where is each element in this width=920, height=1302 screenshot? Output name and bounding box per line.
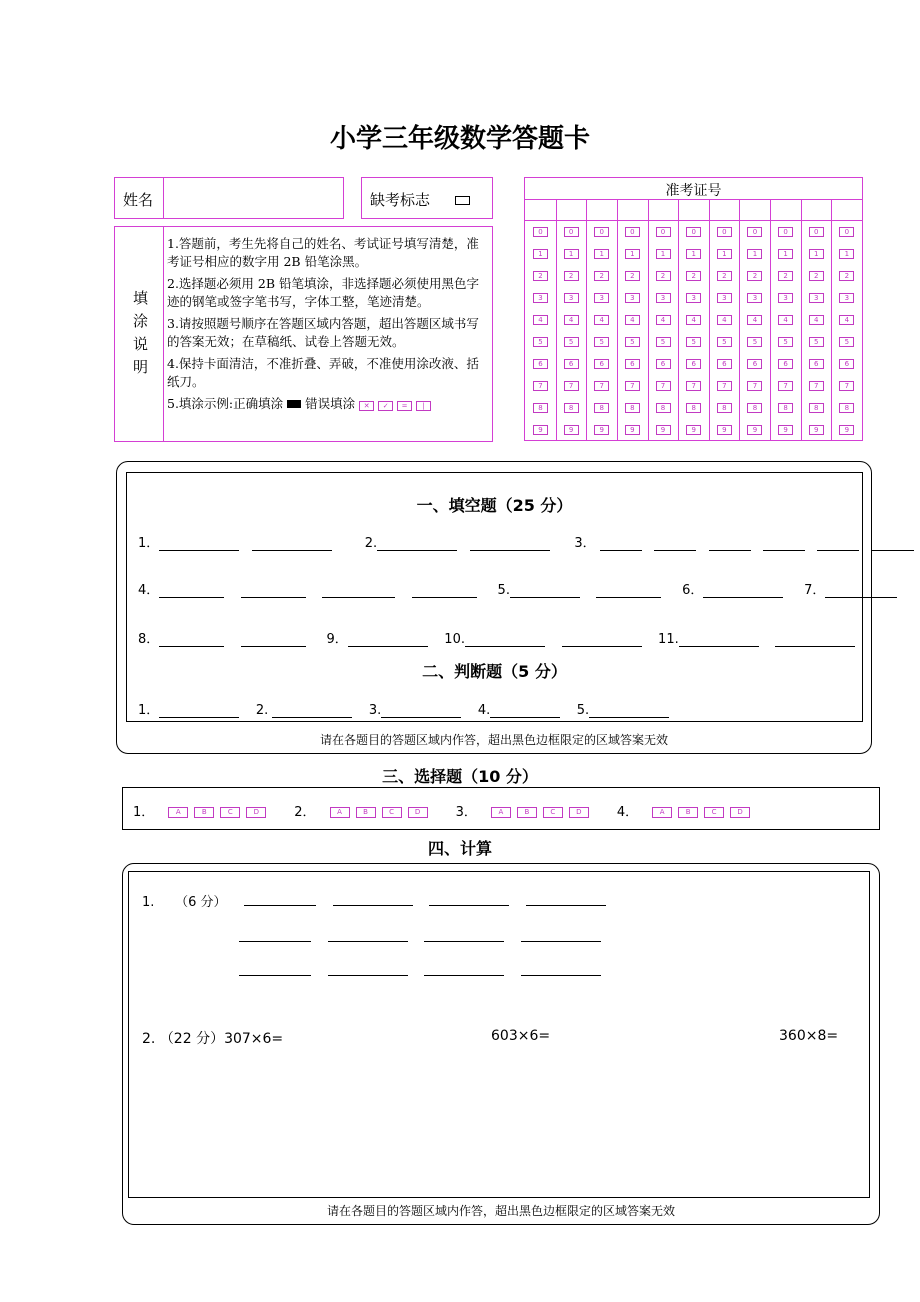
- id-digit-bubble[interactable]: 1: [686, 249, 701, 259]
- id-digit-bubble[interactable]: 0: [747, 227, 762, 237]
- id-digit-bubble[interactable]: 1: [656, 249, 671, 259]
- id-digit-bubble[interactable]: 1: [564, 249, 579, 259]
- id-digit-bubble[interactable]: 3: [778, 293, 793, 303]
- id-digit-bubble[interactable]: 7: [778, 381, 793, 391]
- id-digit-bubble[interactable]: 9: [656, 425, 671, 435]
- id-digit-bubble[interactable]: 5: [594, 337, 609, 347]
- choice-number: 3．: [455, 805, 477, 820]
- id-digit-bubble[interactable]: 4: [839, 315, 854, 325]
- judge-title: 二、判断题（5 分）: [422, 662, 567, 681]
- wrong-fill-line-icon: =: [397, 401, 412, 411]
- choice-option-bubble[interactable]: C: [704, 807, 724, 818]
- choice-option-bubble[interactable]: B: [194, 807, 214, 818]
- id-digit-bubble[interactable]: 9: [839, 425, 854, 435]
- id-digit-bubble[interactable]: 6: [839, 359, 854, 369]
- name-box[interactable]: [114, 177, 344, 219]
- id-digit-bubble[interactable]: 7: [809, 381, 824, 391]
- wrong-fill-x-icon: ✕: [359, 401, 374, 411]
- name-label: 姓名: [123, 191, 154, 209]
- id-digit-bubble[interactable]: 5: [747, 337, 762, 347]
- choice-option-bubble[interactable]: A: [652, 807, 672, 818]
- id-digit-bubble[interactable]: 7: [717, 381, 732, 391]
- id-digit-bubble[interactable]: 6: [809, 359, 824, 369]
- choice-option-bubble[interactable]: B: [678, 807, 698, 818]
- choice-section[interactable]: [122, 787, 880, 830]
- id-digit-bubble[interactable]: 8: [717, 403, 732, 413]
- absent-checkbox[interactable]: [455, 196, 470, 205]
- id-digit-bubble[interactable]: 1: [839, 249, 854, 259]
- id-digit-bubble[interactable]: 1: [717, 249, 732, 259]
- id-digit-bubble[interactable]: 3: [839, 293, 854, 303]
- id-digit-bubble[interactable]: 6: [594, 359, 609, 369]
- id-digit-bubble[interactable]: 5: [839, 337, 854, 347]
- id-digit-bubble[interactable]: 6: [625, 359, 640, 369]
- choice-option-bubble[interactable]: B: [517, 807, 537, 818]
- id-digit-bubble[interactable]: 9: [809, 425, 824, 435]
- exam-id-grid[interactable]: [524, 177, 863, 441]
- wrong-fill-check-icon: ✓: [378, 401, 393, 411]
- id-digit-bubble[interactable]: 8: [625, 403, 640, 413]
- page-title: 小学三年级数学答题卡: [329, 124, 590, 154]
- id-digit-bubble[interactable]: 8: [533, 403, 548, 413]
- id-digit-bubble[interactable]: 7: [625, 381, 640, 391]
- id-digit-bubble[interactable]: 5: [564, 337, 579, 347]
- id-digit-bubble[interactable]: 1: [747, 249, 762, 259]
- choice-option-bubble[interactable]: D: [246, 807, 266, 818]
- id-digit-bubble[interactable]: 6: [778, 359, 793, 369]
- id-digit-bubble[interactable]: 6: [686, 359, 701, 369]
- id-digit-bubble[interactable]: 3: [564, 293, 579, 303]
- id-digit-bubble[interactable]: 0: [533, 227, 548, 237]
- choice-option-bubble[interactable]: D: [569, 807, 589, 818]
- id-digit-bubble[interactable]: 7: [839, 381, 854, 391]
- id-digit-bubble[interactable]: 2: [747, 271, 762, 281]
- id-digit-bubble[interactable]: 0: [625, 227, 640, 237]
- id-digit-bubble[interactable]: 6: [656, 359, 671, 369]
- id-digit-bubble[interactable]: 3: [717, 293, 732, 303]
- id-digit-bubble[interactable]: 1: [594, 249, 609, 259]
- id-digit-bubble[interactable]: 4: [625, 315, 640, 325]
- id-digit-bubble[interactable]: 2: [686, 271, 701, 281]
- id-digit-bubble[interactable]: 5: [717, 337, 732, 347]
- choice-option-bubble[interactable]: C: [382, 807, 402, 818]
- id-digit-bubble[interactable]: 6: [564, 359, 579, 369]
- id-digit-bubble[interactable]: 4: [717, 315, 732, 325]
- id-digit-bubble[interactable]: 2: [839, 271, 854, 281]
- choice-title: 三、选择题（10 分）: [382, 767, 538, 786]
- fill-blank-title: 一、填空题（25 分）: [416, 496, 573, 515]
- exam-id-label: 准考证号: [665, 183, 722, 199]
- id-digit-bubble[interactable]: 8: [686, 403, 701, 413]
- id-digit-bubble[interactable]: 4: [809, 315, 824, 325]
- id-digit-bubble[interactable]: 8: [594, 403, 609, 413]
- id-digit-bubble[interactable]: 3: [594, 293, 609, 303]
- id-digit-bubble[interactable]: 4: [747, 315, 762, 325]
- id-digit-bubble[interactable]: 9: [564, 425, 579, 435]
- id-digit-bubble[interactable]: 7: [747, 381, 762, 391]
- id-digit-bubble[interactable]: 1: [533, 249, 548, 259]
- choice-option-bubble[interactable]: A: [330, 807, 350, 818]
- id-digit-bubble[interactable]: 0: [839, 227, 854, 237]
- id-digit-bubble[interactable]: 8: [656, 403, 671, 413]
- id-digit-bubble[interactable]: 4: [533, 315, 548, 325]
- id-digit-bubble[interactable]: 0: [809, 227, 824, 237]
- id-digit-bubble[interactable]: 8: [839, 403, 854, 413]
- id-digit-bubble[interactable]: 7: [533, 381, 548, 391]
- id-digit-bubble[interactable]: 8: [809, 403, 824, 413]
- section1-note: 请在各题目的答题区域内作答，超出黑色边框限定的区域答案无效: [319, 733, 668, 747]
- id-digit-bubble[interactable]: 2: [625, 271, 640, 281]
- id-digit-bubble[interactable]: 9: [717, 425, 732, 435]
- id-digit-bubble[interactable]: 4: [594, 315, 609, 325]
- id-digit-bubble[interactable]: 0: [717, 227, 732, 237]
- id-digit-bubble[interactable]: 9: [686, 425, 701, 435]
- id-digit-bubble[interactable]: 5: [809, 337, 824, 347]
- id-digit-bubble[interactable]: 5: [686, 337, 701, 347]
- calc-section: 1. （6 分） 2. （22 分）307×6= 603×6= 360×8= 请在各题目的答题区域内作答，超出黑色边框限定的区域答案无效: [122, 863, 880, 1225]
- choice-option-bubble[interactable]: D: [730, 807, 750, 818]
- id-digit-bubble[interactable]: 9: [533, 425, 548, 435]
- correct-fill-icon: [287, 400, 301, 408]
- id-digit-bubble[interactable]: 9: [778, 425, 793, 435]
- id-digit-bubble[interactable]: 8: [747, 403, 762, 413]
- id-digit-bubble[interactable]: 9: [625, 425, 640, 435]
- id-digit-bubble[interactable]: 1: [778, 249, 793, 259]
- id-digit-bubble[interactable]: 6: [533, 359, 548, 369]
- id-digit-bubble[interactable]: 0: [594, 227, 609, 237]
- id-digit-bubble[interactable]: 4: [656, 315, 671, 325]
- id-digit-bubble[interactable]: 3: [533, 293, 548, 303]
- id-digit-bubble[interactable]: 0: [778, 227, 793, 237]
- id-digit-bubble[interactable]: 1: [625, 249, 640, 259]
- section4-note: 请在各题目的答题区域内作答，超出黑色边框限定的区域答案无效: [326, 1204, 675, 1218]
- id-digit-bubble[interactable]: 7: [564, 381, 579, 391]
- id-digit-bubble[interactable]: 4: [778, 315, 793, 325]
- instructions-box: [114, 226, 493, 442]
- id-digit-bubble[interactable]: 2: [656, 271, 671, 281]
- id-digit-bubble[interactable]: 7: [656, 381, 671, 391]
- id-digit-bubble[interactable]: 2: [594, 271, 609, 281]
- id-digit-bubble[interactable]: 5: [778, 337, 793, 347]
- id-digit-bubble[interactable]: 6: [747, 359, 762, 369]
- id-digit-bubble[interactable]: 9: [594, 425, 609, 435]
- id-digit-bubble[interactable]: 4: [564, 315, 579, 325]
- id-digit-bubble[interactable]: 2: [564, 271, 579, 281]
- id-digit-bubble[interactable]: 8: [564, 403, 579, 413]
- choice-option-bubble[interactable]: B: [356, 807, 376, 818]
- fill-blank-section: 一、填空题（25 分） 1． 2. 3． 4． 5. 6． 7． 8． 9． 10. 11. 二、判断题（5 分） 1． 2. 3. 4. 5. 请在各题目的答题区域内作答，超出黑色边框限定的区域答案无效: [116, 461, 872, 754]
- id-digit-bubble[interactable]: 9: [747, 425, 762, 435]
- id-digit-bubble[interactable]: 5: [656, 337, 671, 347]
- choice-number: 2．: [294, 805, 316, 820]
- id-digit-bubble[interactable]: 2: [809, 271, 824, 281]
- id-digit-bubble[interactable]: 3: [656, 293, 671, 303]
- id-digit-bubble[interactable]: 4: [686, 315, 701, 325]
- choice-option-bubble[interactable]: A: [168, 807, 188, 818]
- choice-option-bubble[interactable]: D: [408, 807, 428, 818]
- id-digit-bubble[interactable]: 0: [656, 227, 671, 237]
- id-digit-bubble[interactable]: 0: [686, 227, 701, 237]
- instructions-heading: 填 涂 说 明: [133, 289, 149, 376]
- absent-box[interactable]: [361, 177, 493, 219]
- id-digit-bubble[interactable]: 7: [594, 381, 609, 391]
- id-digit-bubble[interactable]: 3: [686, 293, 701, 303]
- choice-number: 1．: [133, 805, 155, 820]
- choice-number: 4．: [616, 805, 639, 820]
- id-digit-bubble[interactable]: 2: [717, 271, 732, 281]
- choice-option-bubble[interactable]: C: [543, 807, 563, 818]
- choice-option-bubble[interactable]: A: [491, 807, 511, 818]
- choice-option-bubble[interactable]: C: [220, 807, 240, 818]
- calc-title: 四、计算: [427, 839, 492, 858]
- id-digit-bubble[interactable]: 1: [809, 249, 824, 259]
- id-digit-bubble[interactable]: 2: [533, 271, 548, 281]
- id-digit-bubble[interactable]: 5: [533, 337, 548, 347]
- instructions-text: 1.答题前，考生先将自己的姓名、考试证号填写清楚，准考证号相应的数字用 2B 铅笔涂黑。 2.选择题必须用 2B 铅笔填涂，非选择题必须使用黑色字迹的钢笔或签字笔书写，字体工整，笔迹清楚。 3.请按照题号顺序在答题区域内答题，超出答题区域书写的答案无效；在草稿纸、试卷上答题无效。 4.保持卡面清洁，不准折叠、弄破，不准使用涂改液、括纸刀。 5.填涂示例:正确填涂 错误填涂 ✕ ✓ = |: [167, 236, 480, 411]
- id-digit-bubble[interactable]: 8: [778, 403, 793, 413]
- id-digit-bubble[interactable]: 3: [747, 293, 762, 303]
- absent-label: 缺考标志: [370, 191, 431, 209]
- id-digit-bubble[interactable]: 7: [686, 381, 701, 391]
- wrong-fill-bar-icon: |: [416, 401, 431, 411]
- id-digit-bubble[interactable]: 0: [564, 227, 579, 237]
- id-digit-bubble[interactable]: 2: [778, 271, 793, 281]
- id-digit-bubble[interactable]: 5: [625, 337, 640, 347]
- id-digit-bubble[interactable]: 3: [625, 293, 640, 303]
- id-digit-bubble[interactable]: 6: [717, 359, 732, 369]
- id-digit-bubble[interactable]: 3: [809, 293, 824, 303]
